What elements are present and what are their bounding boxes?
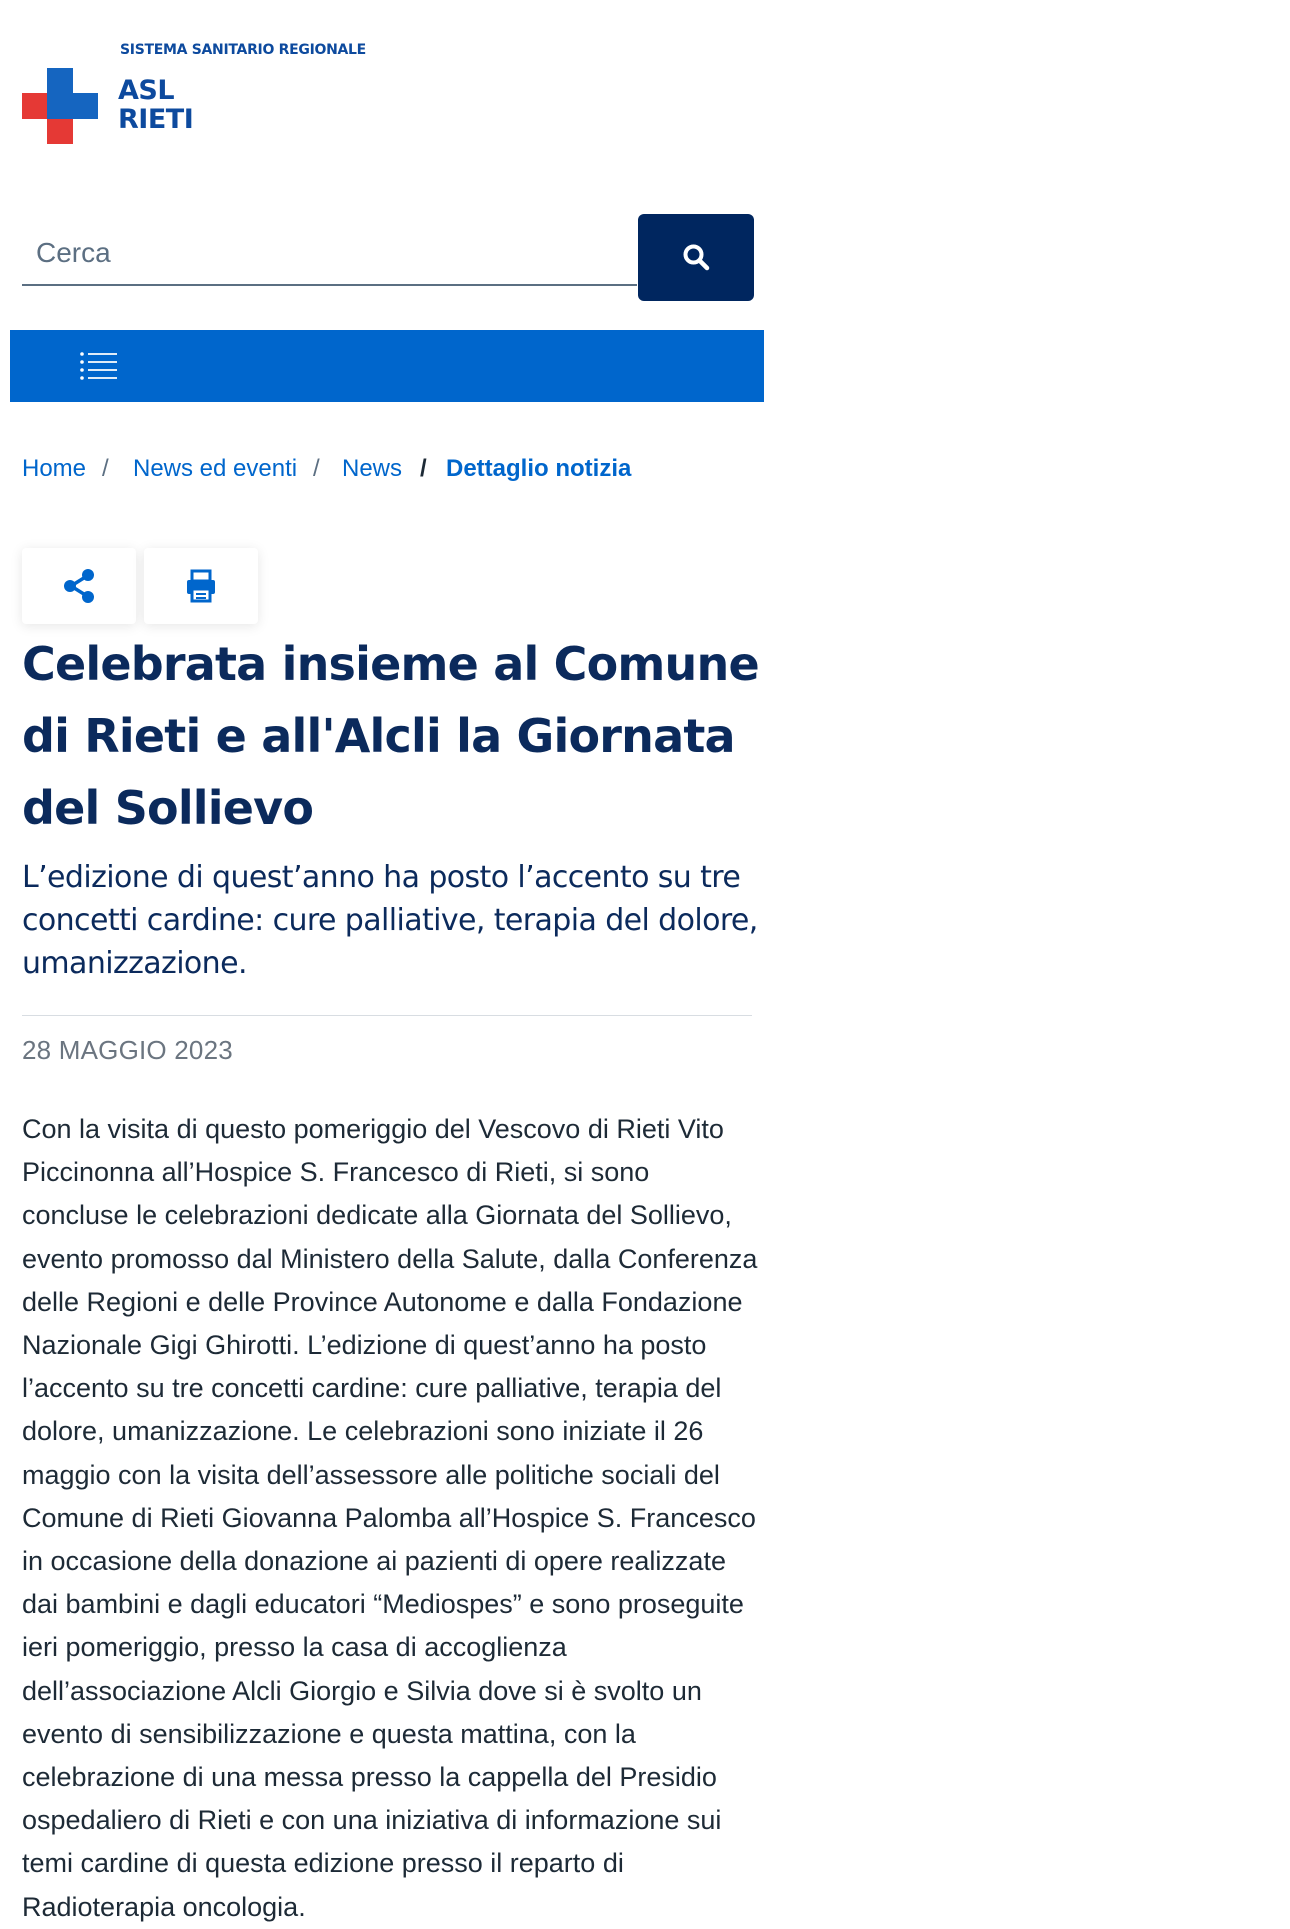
- article-subtitle: L’edizione di quest’anno ha posto l’accento su tre concetti cardine: cure palliative, terapia del dolore, umanizzazione.: [22, 860, 758, 981]
- search-button[interactable]: [638, 214, 754, 301]
- breadcrumb: [22, 455, 762, 491]
- breadcrumb-separator: /: [313, 455, 320, 482]
- breadcrumb-news-ed-eventi[interactable]: News ed eventi: [133, 455, 298, 482]
- divider: [22, 1015, 752, 1016]
- main-nav-bar: [10, 330, 764, 402]
- breadcrumb-current: Dettaglio notizia: [446, 455, 632, 482]
- print-button[interactable]: [144, 548, 258, 624]
- site-logo[interactable]: [22, 40, 366, 150]
- breadcrumb-separator: /: [102, 455, 109, 482]
- article-date: 28 MAGGIO 2023: [22, 1035, 233, 1065]
- article-title: Celebrata insieme al Comune di Rieti e all'Alcli la Giornata del Sollievo: [22, 637, 759, 835]
- breadcrumb-home[interactable]: Home: [22, 455, 87, 482]
- article-body: Con la visita di questo pomeriggio del Vescovo di Rieti Vito Piccinonna all’Hospice S. Francesco di Rieti, si sono concluse le celebrazioni dedicate alla Giornata del Sollievo, evento promosso dal Ministero della Salute, dalla Conferenza delle Regioni e delle Province Autonome e dalla Fondazione Nazionale Gigi Ghirotti. L’edizione di quest’anno ha posto l’accento su tre concetti cardine: cure palliative, terapia del dolore, umanizzazione. Le celebrazioni sono iniziate il 26 maggio con la visita dell’assessore alle politiche sociali del Comune di Rieti Giovanna Palomba all’Hospice S. Francesco in occasione della donazione ai pazienti di opere realizzate dai bambini e dagli educatori “Mediospes” e sono proseguite ieri pomeriggio, presso la casa di accoglienza dell’associazione Alcli Giorgio e Silvia dove si è svolto un evento di sensibilizzazione e questa mattina, con la celebrazione di una messa presso la cappella del Presidio ospedaliero di Rieti e con una iniziativa di informazione sui temi cardine di questa edizione presso il reparto di Radioterapia oncologia.: [22, 1114, 758, 1922]
- menu-toggle-button[interactable]: [70, 344, 130, 388]
- share-icon: [62, 568, 96, 604]
- share-button[interactable]: [22, 548, 136, 624]
- logo-tagline: SISTEMA SANITARIO REGIONALE: [120, 42, 366, 58]
- search-icon: [682, 243, 710, 271]
- cross-logo-icon: [22, 68, 98, 144]
- print-icon: [184, 568, 218, 604]
- breadcrumb-separator: /: [420, 455, 427, 482]
- list-menu-icon: [80, 352, 120, 380]
- breadcrumb-news[interactable]: News: [342, 455, 403, 482]
- logo-name: ASL RIETI: [118, 75, 194, 135]
- search-input[interactable]: [22, 222, 637, 286]
